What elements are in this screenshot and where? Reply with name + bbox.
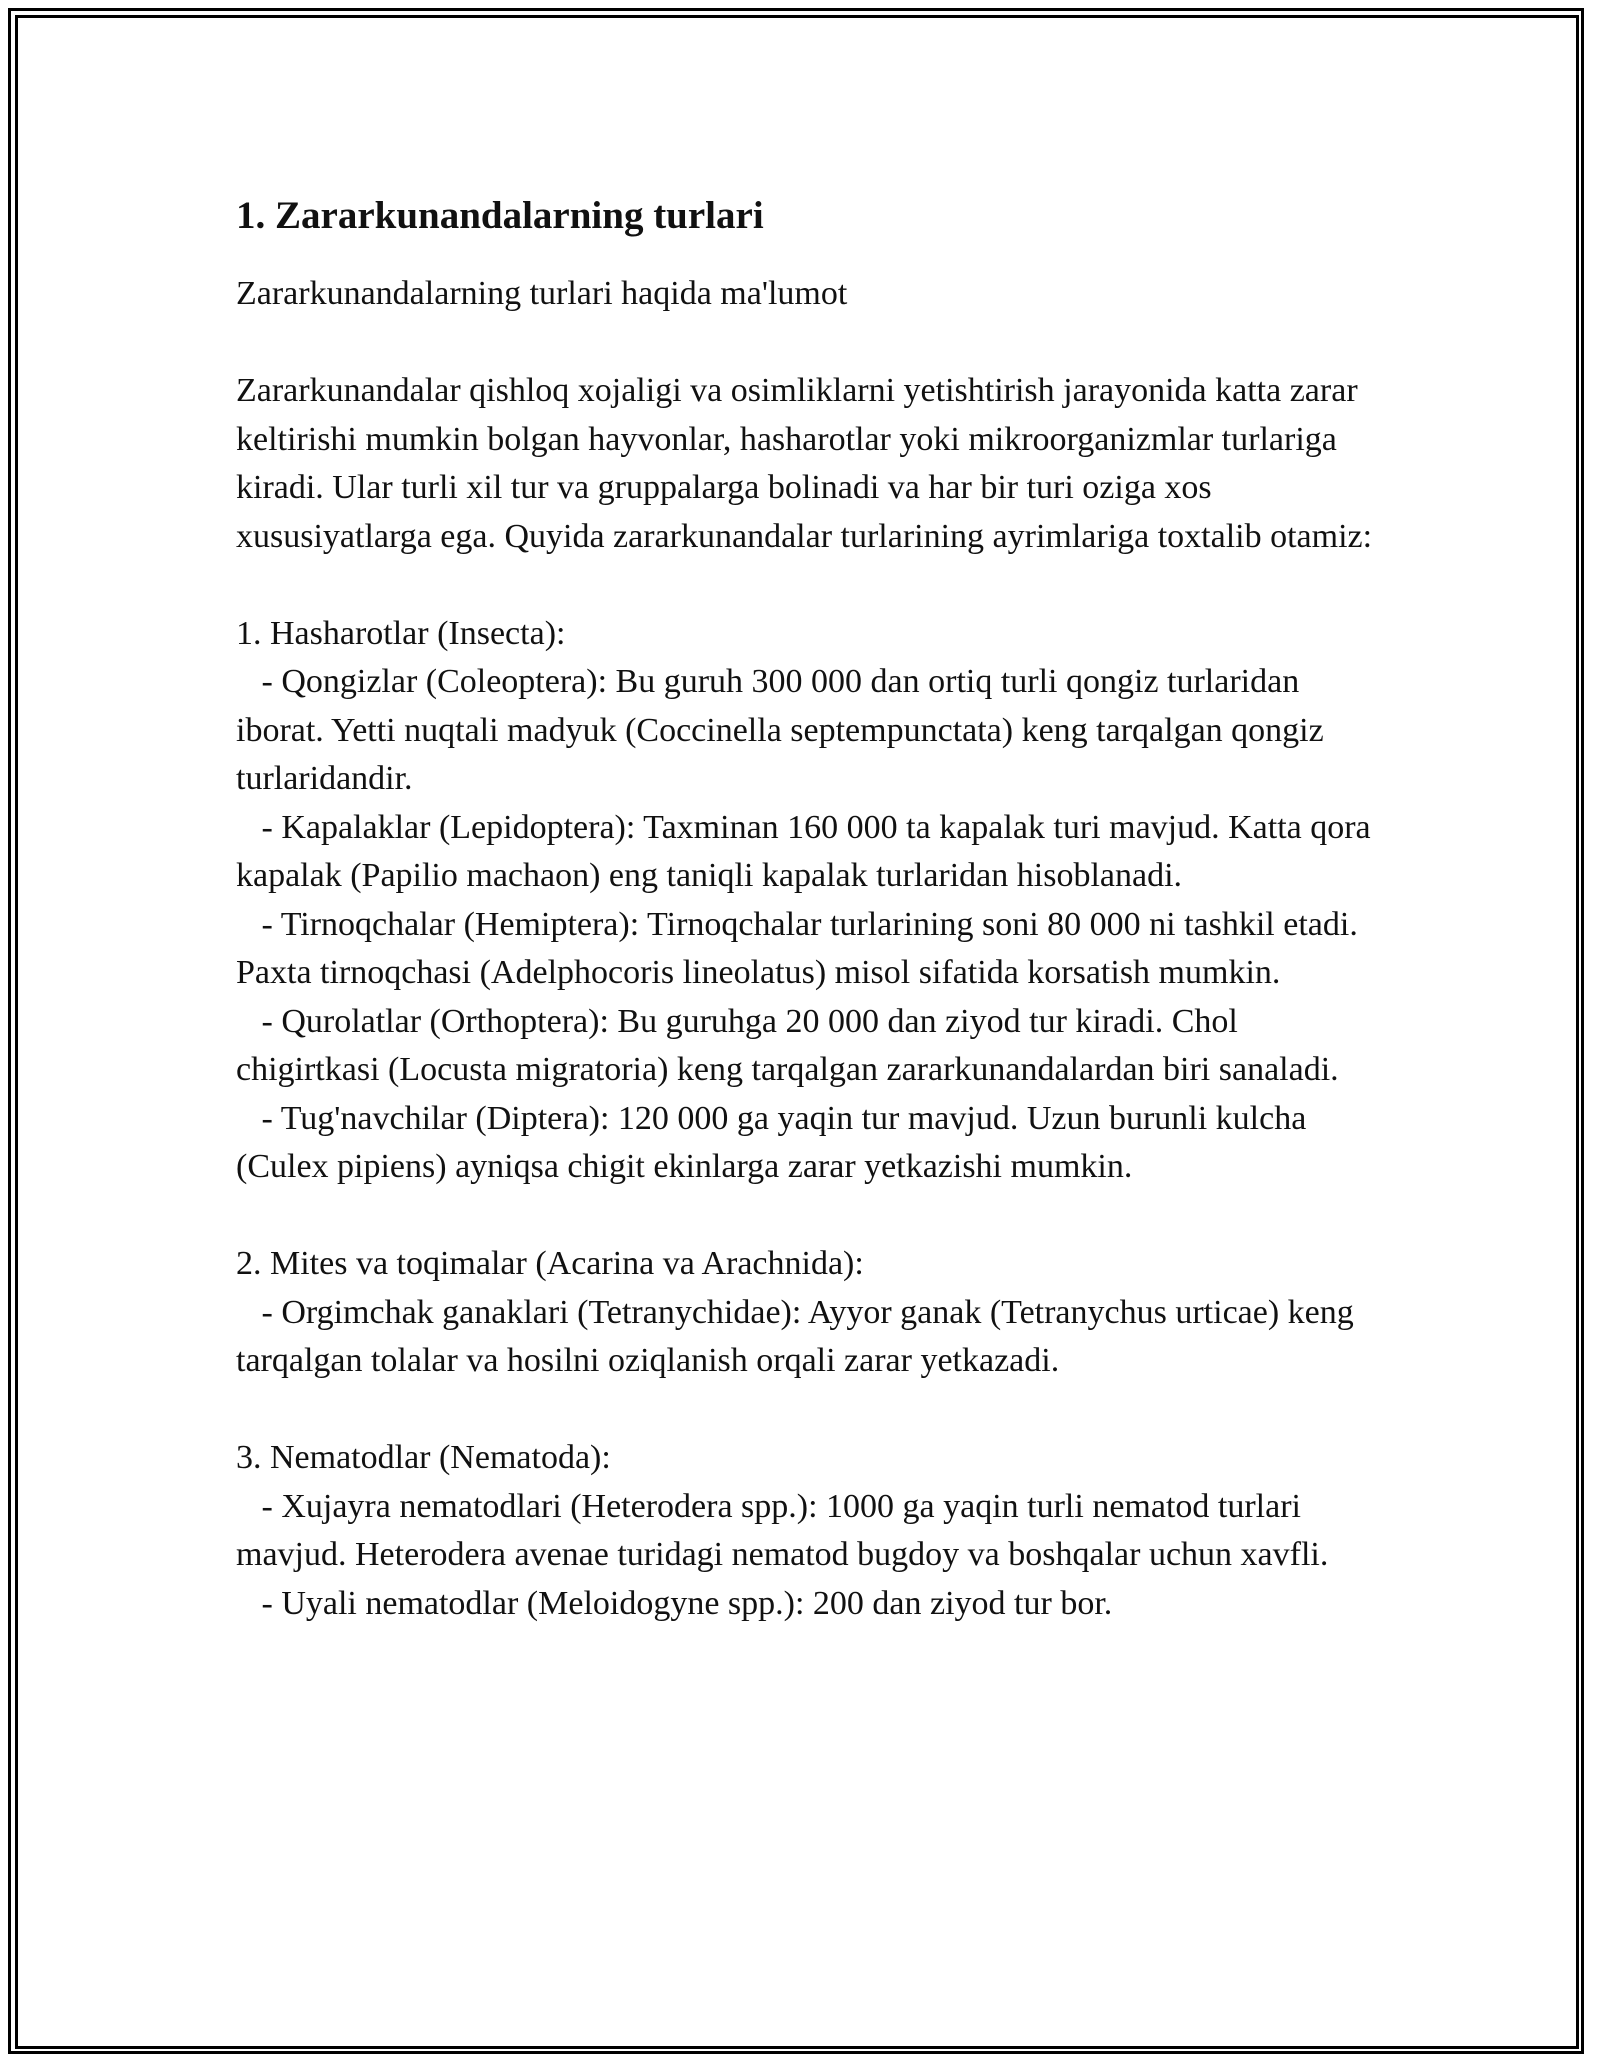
- document-subtitle: Zararkunandalarning turlari haqida ma'lumot: [236, 275, 848, 312]
- list-item: - Xujayra nematodlari (Heterodera spp.): 1000 ga yaqin turli nematod turlari mavjud. Heterodera avenae turidagi nematod bugdoy va boshqalar uchun xavfli.: [236, 1487, 1329, 1573]
- list-item: - Orgimchak ganaklari (Tetranychidae): Ayyor ganak (Tetranychus urticae) keng tarqalgan tolalar va hosilni oziqlanish orqali zarar yetkazadi.: [236, 1293, 1363, 1379]
- list-item: - Qurolatlar (Orthoptera): Bu guruhga 20 000 dan ziyod tur kiradi. Chol chigirtkasi (Locusta migratoria) keng tarqalgan zararkunandalardan biri sanaladi.: [236, 1002, 1339, 1088]
- section-nematoda: [236, 1434, 1376, 1628]
- list-item: - Kapalaklar (Lepidoptera): Taxminan 160 000 ta kapalak turi mavjud. Katta qora kapalak (Papilio machaon) eng taniqli kapalak turlaridan hisoblanadi.: [236, 808, 1380, 894]
- list-item: - Tirnoqchalar (Hemiptera): Tirnoqchalar turlarining soni 80 000 ni tashkil etadi. Paxta tirnoqchasi (Adelphocoris lineolatus) misol sifatida korsatish mumkin.: [236, 905, 1367, 991]
- section-mites: [236, 1240, 1376, 1386]
- section-heading: 1. Hasharotlar (Insecta):: [236, 614, 566, 652]
- document-title: 1. Zararkunandalarning turlari: [236, 194, 764, 237]
- document-body: [236, 190, 1380, 1628]
- intro-paragraph: Zararkunandalar qishloq xojaligi va osimliklarni yetishtirish jarayonida katta zarar keltirishi mumkin bolgan hayvonlar, hasharotlar yoki mikroorganizmlar turlariga kiradi. Ular turli xil tur va gruppalarga bolinadi va har bir turi oziga xos xususiyatlarga ega. Quyida zararkunandalar turlarining ayrimlariga toxtalib otamiz:: [236, 372, 1373, 555]
- list-item: - Qongizlar (Coleoptera): Bu guruh 300 000 dan ortiq turli qongiz turlaridan iborat. Yetti nuqtali madyuk (Coccinella septempunctata) keng tarqalgan qongiz turlaridandir.: [236, 663, 1333, 797]
- section-insecta: [236, 610, 1380, 1192]
- list-item: - Uyali nematodlar (Meloidogyne spp.): 200 dan ziyod tur bor.: [236, 1584, 1113, 1622]
- section-heading: 3. Nematodlar (Nematoda):: [236, 1439, 611, 1476]
- list-item: - Tug'navchilar (Diptera): 120 000 ga yaqin tur mavjud. Uzun burunli kulcha (Culex pipiens) ayniqsa chigit ekinlarga zarar yetkazishi mumkin.: [236, 1099, 1315, 1185]
- section-heading: 2. Mites va toqimalar (Acarina va Arachnida):: [236, 1245, 864, 1282]
